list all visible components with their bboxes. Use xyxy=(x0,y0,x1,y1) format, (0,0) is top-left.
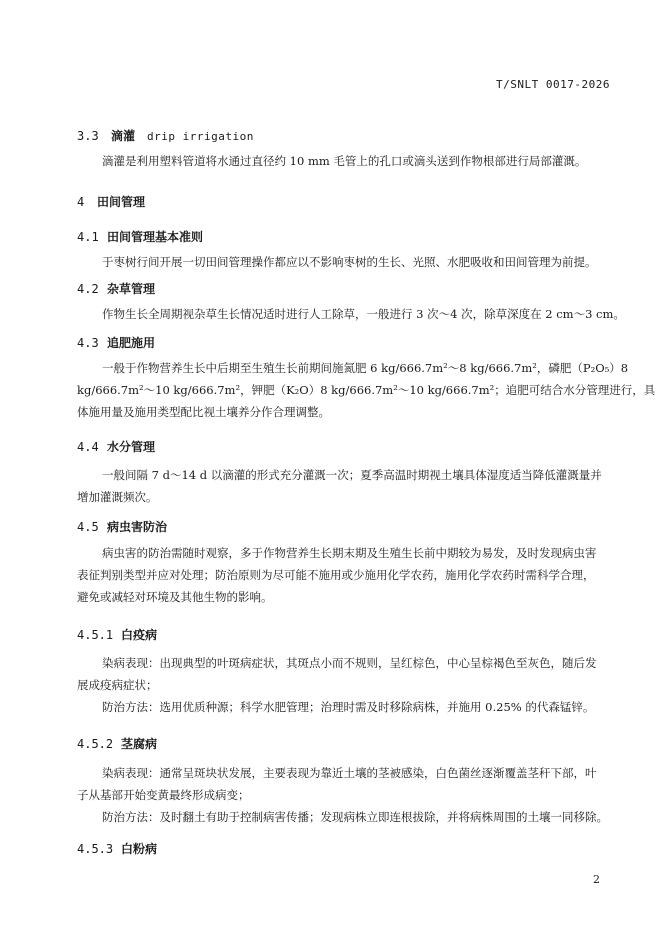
paragraph-4-5 xyxy=(77,542,599,608)
section-title-en: drip irrigation xyxy=(147,130,254,143)
heading-4-3 xyxy=(77,334,155,351)
heading-4-5 xyxy=(77,518,167,535)
section-title: 杂草管理 xyxy=(107,282,156,296)
section-title: 田间管理基本准则 xyxy=(107,230,204,244)
text-line: 染病表现：通常呈斑块状发展，主要表现为靠近土壤的茎被感染，白色菌丝逐渐覆盖茎秆下部，叶 xyxy=(102,766,597,780)
text-line: 滴灌是利用塑料管道将水通过直径约 10 mm 毛管上的孔口或滴头送到作物根部进行局部灌溉。 xyxy=(102,154,587,168)
text-line: 作物生长全周期视杂草生长情况适时进行人工除草，一般进行 3 次～4 次，除草深度在 2 cm～3 cm。 xyxy=(102,307,625,321)
section-number: 4.5 xyxy=(77,520,99,534)
heading-4 xyxy=(77,193,145,210)
section-number: 3.3 xyxy=(77,129,99,143)
text-line: 防治方法：及时翻土有助于控制病害传播；发现病株立即连根拔除，并将病株周围的土壤一同移除。 xyxy=(102,810,608,824)
section-number: 4.3 xyxy=(77,336,99,350)
text-line: 子从基部开始变黄最终形成病变； xyxy=(77,788,250,802)
section-title: 白粉病 xyxy=(121,842,158,856)
section-number: 4.4 xyxy=(77,440,99,454)
text-line: 病虫害的防治需随时观察，多于作物营养生长期末期及生殖生长前中期较为易发，及时发现病虫害 xyxy=(102,546,597,560)
section-title: 田间管理 xyxy=(97,195,146,209)
heading-4-2 xyxy=(77,280,155,297)
paragraph-4-2 xyxy=(77,303,625,325)
section-number: 4.1 xyxy=(77,230,99,244)
section-title: 追肥施用 xyxy=(107,336,156,350)
section-number: 4 xyxy=(77,195,85,209)
section-title: 白疫病 xyxy=(121,628,158,642)
text-line: 一般间隔 7 d～14 d 以滴灌的形式充分灌溉一次；夏季高温时期视土壤具体湿度适当降低灌溉量并 xyxy=(102,468,602,482)
paragraph-4-3 xyxy=(77,357,656,423)
text-line: 于枣树行间开展一切田间管理操作都应以不影响枣树的生长、光照、水肥吸收和田间管理为前提。 xyxy=(102,255,597,269)
heading-4-4 xyxy=(77,438,155,455)
heading-4-5-2 xyxy=(77,735,157,752)
heading-4-5-1 xyxy=(77,626,157,643)
section-number: 4.5.3 xyxy=(77,842,114,856)
section-number: 4.2 xyxy=(77,282,99,296)
text-line: 一般于作物营养生长中后期至生殖生长前期间施氮肥 6 kg/666.7m²～8 kg/666.7m²，磷肥（P₂O₅）8 xyxy=(102,361,629,375)
section-number: 4.5.1 xyxy=(77,628,114,642)
text-line: 增加灌溉频次。 xyxy=(77,490,158,504)
heading-3-3 xyxy=(77,127,254,144)
text-line: 防治方法：选用优质种源；科学水肥管理；治理时需及时移除病株，并施用 0.25% 的代森锰锌。 xyxy=(102,700,595,714)
section-title: 滴灌 xyxy=(111,129,136,143)
text-line: 展成疫病症状； xyxy=(77,678,158,692)
section-number: 4.5.2 xyxy=(77,737,114,751)
text-line: 避免或减轻对环境及其他生物的影响。 xyxy=(77,590,273,604)
section-title: 水分管理 xyxy=(107,440,156,454)
paragraph-4-4 xyxy=(77,464,602,508)
text-line: 体施用量及施用类型配比视土壤养分作合理调整。 xyxy=(77,405,330,419)
paragraph-3-3 xyxy=(77,150,599,172)
paragraph-4-5-1 xyxy=(77,652,599,718)
paragraph-4-5-2 xyxy=(77,762,608,828)
standard-code: T/SNLT 0017-2026 xyxy=(496,78,610,91)
heading-4-1 xyxy=(77,228,203,245)
paragraph-4-1 xyxy=(77,251,599,273)
text-line: kg/666.7m²～10 kg/666.7m²，钾肥（K₂O）8 kg/666.7m²～10 kg/666.7m²；追肥可结合水分管理进行，具 xyxy=(77,383,656,397)
page-number: 2 xyxy=(593,873,600,886)
heading-4-5-3 xyxy=(77,840,157,857)
text-line: 染病表现：出现典型的叶斑病症状，其斑点小而不规则，呈红棕色，中心呈棕褐色至灰色，随后发 xyxy=(102,656,597,670)
text-line: 表征判别类型并应对处理；防治原则为尽可能不施用或少施用化学农药，施用化学农药时需科学合理， xyxy=(77,568,595,582)
section-title: 病虫害防治 xyxy=(107,520,168,534)
section-title: 茎腐病 xyxy=(121,737,158,751)
